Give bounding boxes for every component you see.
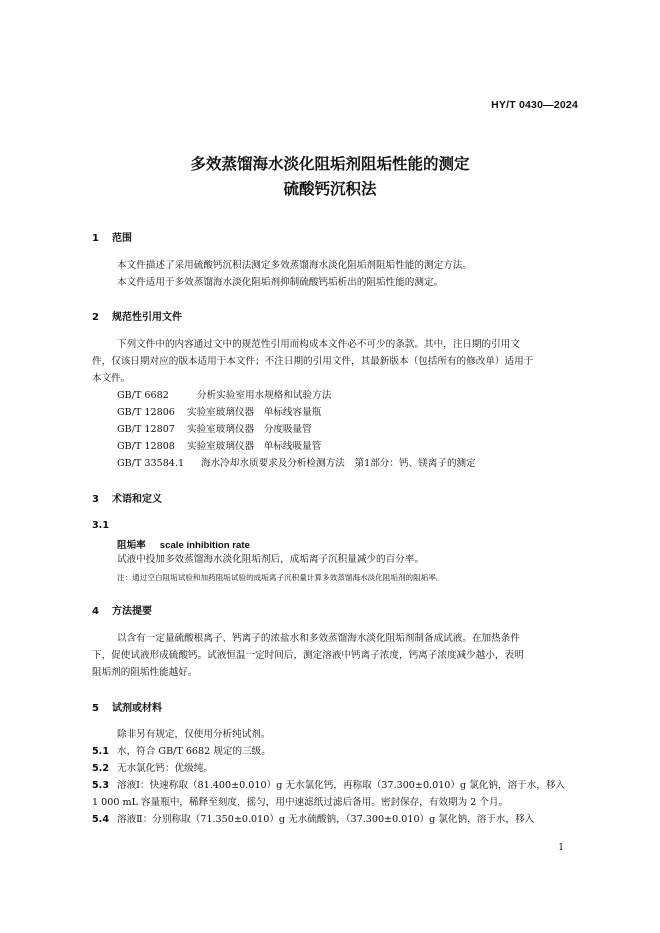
clause-text: 溶液Ⅰ：快速称取（81.400±0.010）g 无水氯化钙，再称取（37.300±0.010）g 氯化钠，溶于水，移入 <box>117 780 566 791</box>
clause-number: 5.2 <box>92 763 109 774</box>
section-2-heading <box>92 308 182 323</box>
term-definition: 试液中投加多效蒸馏海水淡化阻垢剂后，成垢离子沉积量减少的百分率。 <box>117 554 424 565</box>
paragraph: 本文件描述了采用硫酸钙沉积法测定多效蒸馏海水淡化阻垢剂阻垢性能的测定方法。 <box>117 260 472 271</box>
section-title: 试剂或材料 <box>112 703 162 714</box>
term-english: scale inhibition rate <box>159 540 250 551</box>
document-subtitle: 硫酸钙沉积法 <box>283 180 377 198</box>
section-4-heading <box>92 602 152 617</box>
section-title: 术语和定义 <box>112 494 162 505</box>
section-title: 方法提要 <box>112 606 152 617</box>
section-number: 2 <box>92 312 99 323</box>
section-number: 5 <box>92 703 99 714</box>
section-5-heading <box>92 699 162 714</box>
paragraph-line: 下，促使试液形成硫酸钙。试液恒温一定时间后，测定溶液中钙离子浓度，钙离子浓度减少越小，表明 <box>92 650 524 661</box>
reference-item: GB/T 6682 分析实验室用水规格和试验方法 <box>117 390 332 401</box>
section-title: 规范性引用文件 <box>112 312 182 323</box>
paragraph-line: 阻垢剂的阻垢性能越好。 <box>92 667 198 678</box>
paragraph: 本文件适用于多效蒸馏海水淡化阻垢剂抑制硫酸钙垢析出的阻垢性能的测定。 <box>117 277 444 288</box>
page-number: 1 <box>558 843 564 853</box>
note: 注：通过空白阻垢试验和加药阻垢试验的成垢离子沉积量计算多效蒸馏海水淡化阻垢剂的阻垢率。 <box>117 573 444 582</box>
clause-number: 5.4 <box>92 814 109 825</box>
reference-item: GB/T 12808 实验室玻璃仪器 单标线吸量管 <box>117 441 322 452</box>
clause-number: 5.1 <box>92 746 109 757</box>
clause-text: 溶液Ⅱ：分别称取（71.350±0.010）g 无水硫酸钠，（37.300±0.010）g 氯化钠，溶于水，移入 <box>117 814 535 825</box>
document-title: 多效蒸馏海水淡化阻垢剂阻垢性能的测定 <box>190 155 470 173</box>
section-number: 1 <box>92 233 99 244</box>
clause-text: 无水氯化钙：优级纯。 <box>117 763 213 774</box>
paragraph-line: 件，仅该日期对应的版本适用于本文件；不注日期的引用文件，其最新版本（包括所有的修改单）适用于 <box>92 356 534 367</box>
section-number: 4 <box>92 606 99 617</box>
paragraph: 除非另有规定，仅使用分析纯试剂。 <box>117 729 271 740</box>
section-number: 3 <box>92 494 99 505</box>
subsection-number: 3.1 <box>92 520 109 531</box>
term-entry <box>117 537 250 551</box>
paragraph-line: 本文件。 <box>92 373 131 384</box>
clause-number: 5.3 <box>92 780 109 791</box>
reference-item: GB/T 12806 实验室玻璃仪器 单标线容量瓶 <box>117 407 322 418</box>
paragraph-line: 下列文件中的内容通过文中的规范性引用而构成本文件必不可少的条款。其中，注日期的引用文 <box>117 339 520 350</box>
reference-item: GB/T 33584.1 海水冷却水质要求及分析检测方法 第1部分：钙、镁离子的测定 <box>117 458 476 469</box>
standard-code: HY/T 0430—2024 <box>491 99 578 111</box>
section-1-heading <box>92 229 132 244</box>
clause-text: 水，符合 GB/T 6682 规定的三级。 <box>117 746 271 757</box>
paragraph-line: 以含有一定量硫酸根离子、钙离子的浓盐水和多效蒸馏海水淡化阻垢剂制备成试液。在加热条件 <box>117 633 520 644</box>
reference-item: GB/T 12807 实验室玻璃仪器 分度吸量管 <box>117 424 312 435</box>
section-3-heading <box>92 490 162 505</box>
term-chinese: 阻垢率 <box>117 540 146 551</box>
clause-text-continued: 1 000 mL 容量瓶中，稀释至刻度，摇匀，用中速滤纸过滤后备用。密封保存，有效期为 2 个月。 <box>92 797 509 808</box>
section-title: 范围 <box>112 233 132 244</box>
